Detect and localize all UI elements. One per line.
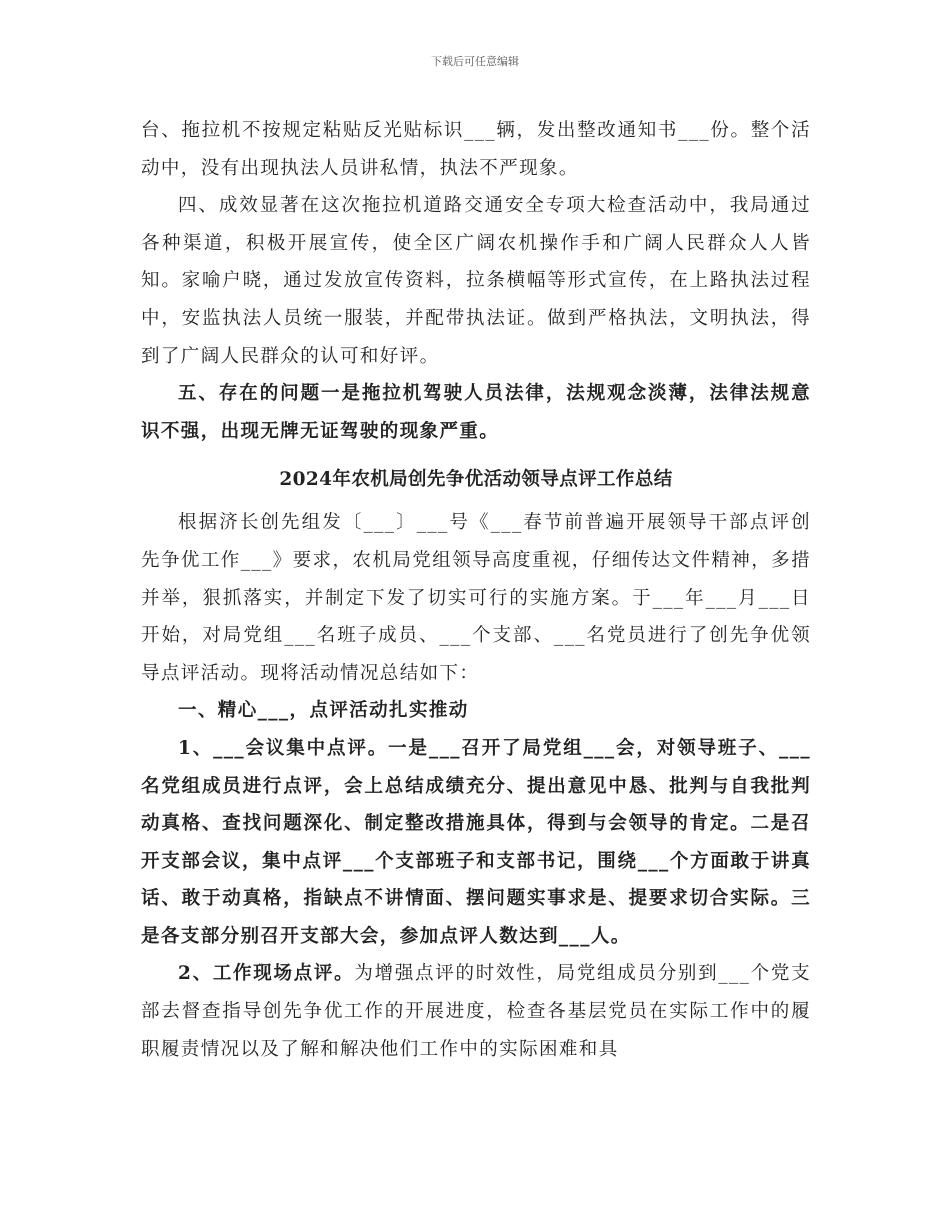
paragraph-continuation: 台、拖拉机不按规定粘贴反光贴标识___辆，发出整改通知书___份。整个活动中，没有出现执法人员讲私情，执法不严现象。 xyxy=(141,120,811,179)
item-two-heading: 2、工作现场点评。 xyxy=(178,963,355,985)
document-body xyxy=(141,112,811,1068)
paragraph-intro: 根据济长创先组发〔___〕___号《___春节前普遍开展领导干部点评创先争优工作___》要求，农机局党组领导高度重视，仔细传达文件精神，多措并举，狠抓落实，并制定下发了切实可行的实施方案。于___年___月___日开始，对局党组___名班子成员、___个支部、___名党员进行了创先争优领导点评活动。现将活动情况总结如下： xyxy=(141,512,811,684)
section-heading-one: 一、精心___，点评活动扎实推动 xyxy=(178,700,469,722)
document-title: 2024年农机局创先争优活动领导点评工作总结 xyxy=(279,469,673,491)
paragraph-item-one: 1、___会议集中点评。一是___召开了局党组___会，对领导班子、___名党组成员进行点评，会上总结成绩充分、提出意见中恳、批判与自我批判动真格、查找问题深化、制定整改措施具体，得到与会领导的肯定。二是召开支部会议，集中点评___个支部班子和支部书记，围绕___个方面敢于讲真话、敢于动真格，指缺点不讲情面、摆问题实事求是、提要求切合实际。三是各支部分别召开支部大会，参加点评人数达到___人。 xyxy=(141,737,811,947)
paragraph-item-two xyxy=(141,955,811,1068)
page-header: 下载后可任意编辑 xyxy=(431,55,519,68)
item-two-text: 为增强点评的时效性，局党组成员分别到___个党支部去督查指导创先争优工作的开展进度，检查各基层党员在实际工作中的履职履责情况以及了解和解决他们工作中的实际困难和具 xyxy=(141,963,811,1060)
paragraph-section-four: 四、成效显著在这次拖拉机道路交通安全专项大检查活动中，我局通过各种渠道，积极开展宣传，使全区广阔农机操作手和广阔人民群众人人皆知。家喻户晓，通过发放宣传资料，拉条横幅等形式宣传，在上路执法过程中，安监执法人员统一服装，并配带执法证。做到严格执法，文明执法，得到了广阔人民群众的认可和好评。 xyxy=(141,195,811,367)
paragraph-section-five: 五、存在的问题一是拖拉机驾驶人员法律，法规观念淡薄，法律法规意识不强，出现无牌无证驾驶的现象严重。 xyxy=(141,383,811,442)
